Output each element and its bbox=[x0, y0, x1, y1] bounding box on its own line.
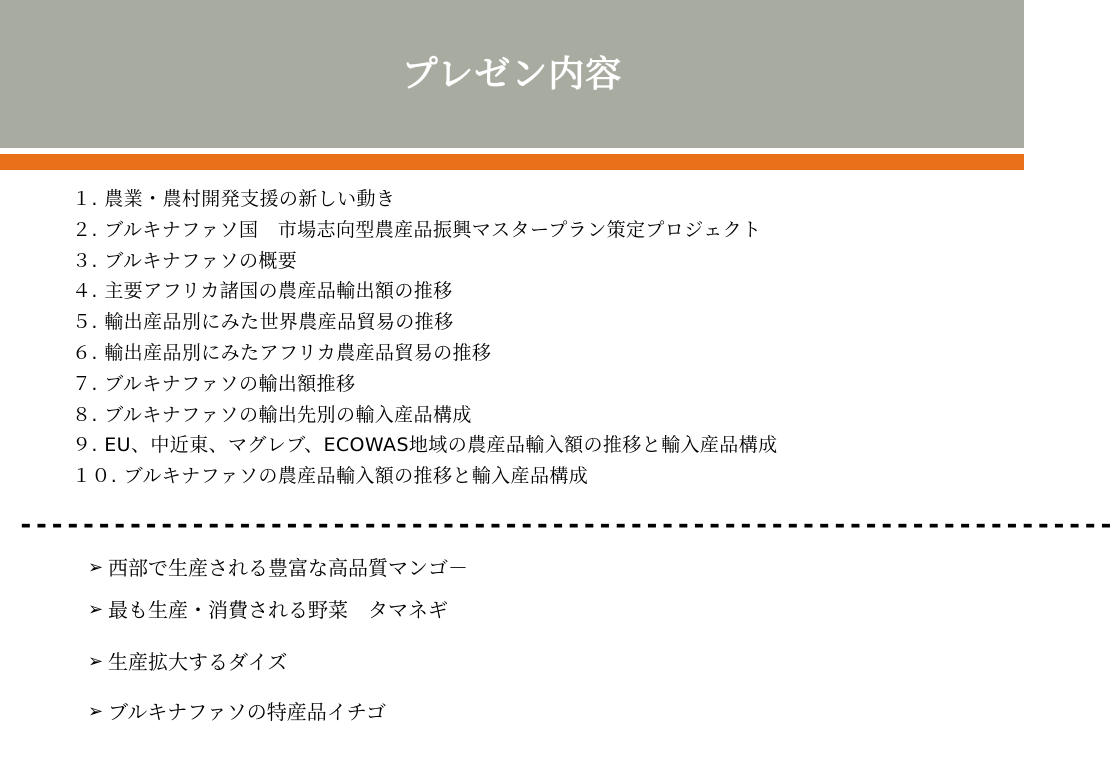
agenda-item: ６. 輸出産品別にみたアフリカ農産品貿易の推移 bbox=[72, 341, 492, 364]
agenda-item: ９. EU、中近東、マグレブ、ECOWAS地域の農産品輸入額の推移と輸入産品構成 bbox=[72, 434, 778, 457]
topic-item bbox=[88, 554, 468, 582]
topic-label: 生産拡大するダイズ bbox=[108, 650, 288, 674]
agenda-item: ５. 輸出産品別にみた世界農産品貿易の推移 bbox=[72, 311, 454, 334]
arrow-bullet-icon: ➢ bbox=[88, 557, 104, 578]
topic-item bbox=[88, 648, 287, 676]
slide-title: プレゼン内容 bbox=[401, 54, 623, 95]
arrow-bullet-icon: ➢ bbox=[88, 701, 104, 722]
dashed-separator: ---------------------------------------------------------------------- bbox=[18, 510, 1114, 540]
agenda-item: １. 農業・農村開発支援の新しい動き bbox=[72, 188, 396, 210]
agenda-item: ２. ブルキナファソ国 市場志向型農産品振興マスタープラン策定プロジェクト bbox=[72, 218, 762, 241]
agenda-item: １０. ブルキナファソの農産品輸入額の推移と輸入産品構成 bbox=[72, 465, 589, 488]
agenda-item: ７. ブルキナファソの輸出額推移 bbox=[72, 372, 356, 395]
agenda-list bbox=[72, 184, 778, 492]
topic-label: 最も生産・消費される野菜 タマネギ bbox=[108, 598, 448, 622]
agenda-item: ８. ブルキナファソの輸出先別の輸入産品構成 bbox=[72, 403, 472, 426]
arrow-bullet-icon: ➢ bbox=[88, 651, 104, 672]
accent-bar bbox=[0, 154, 1024, 170]
topic-item bbox=[88, 698, 386, 726]
arrow-bullet-icon: ➢ bbox=[88, 599, 104, 620]
agenda-item: ３. ブルキナファソの概要 bbox=[72, 249, 298, 272]
topic-label: 西部で生産される豊富な高品質マンゴ－ bbox=[108, 556, 468, 580]
topic-label: ブルキナファソの特産品イチゴ bbox=[108, 700, 386, 724]
agenda-item: ４. 主要アフリカ諸国の農産品輸出額の推移 bbox=[72, 280, 453, 303]
topic-item bbox=[88, 596, 448, 624]
